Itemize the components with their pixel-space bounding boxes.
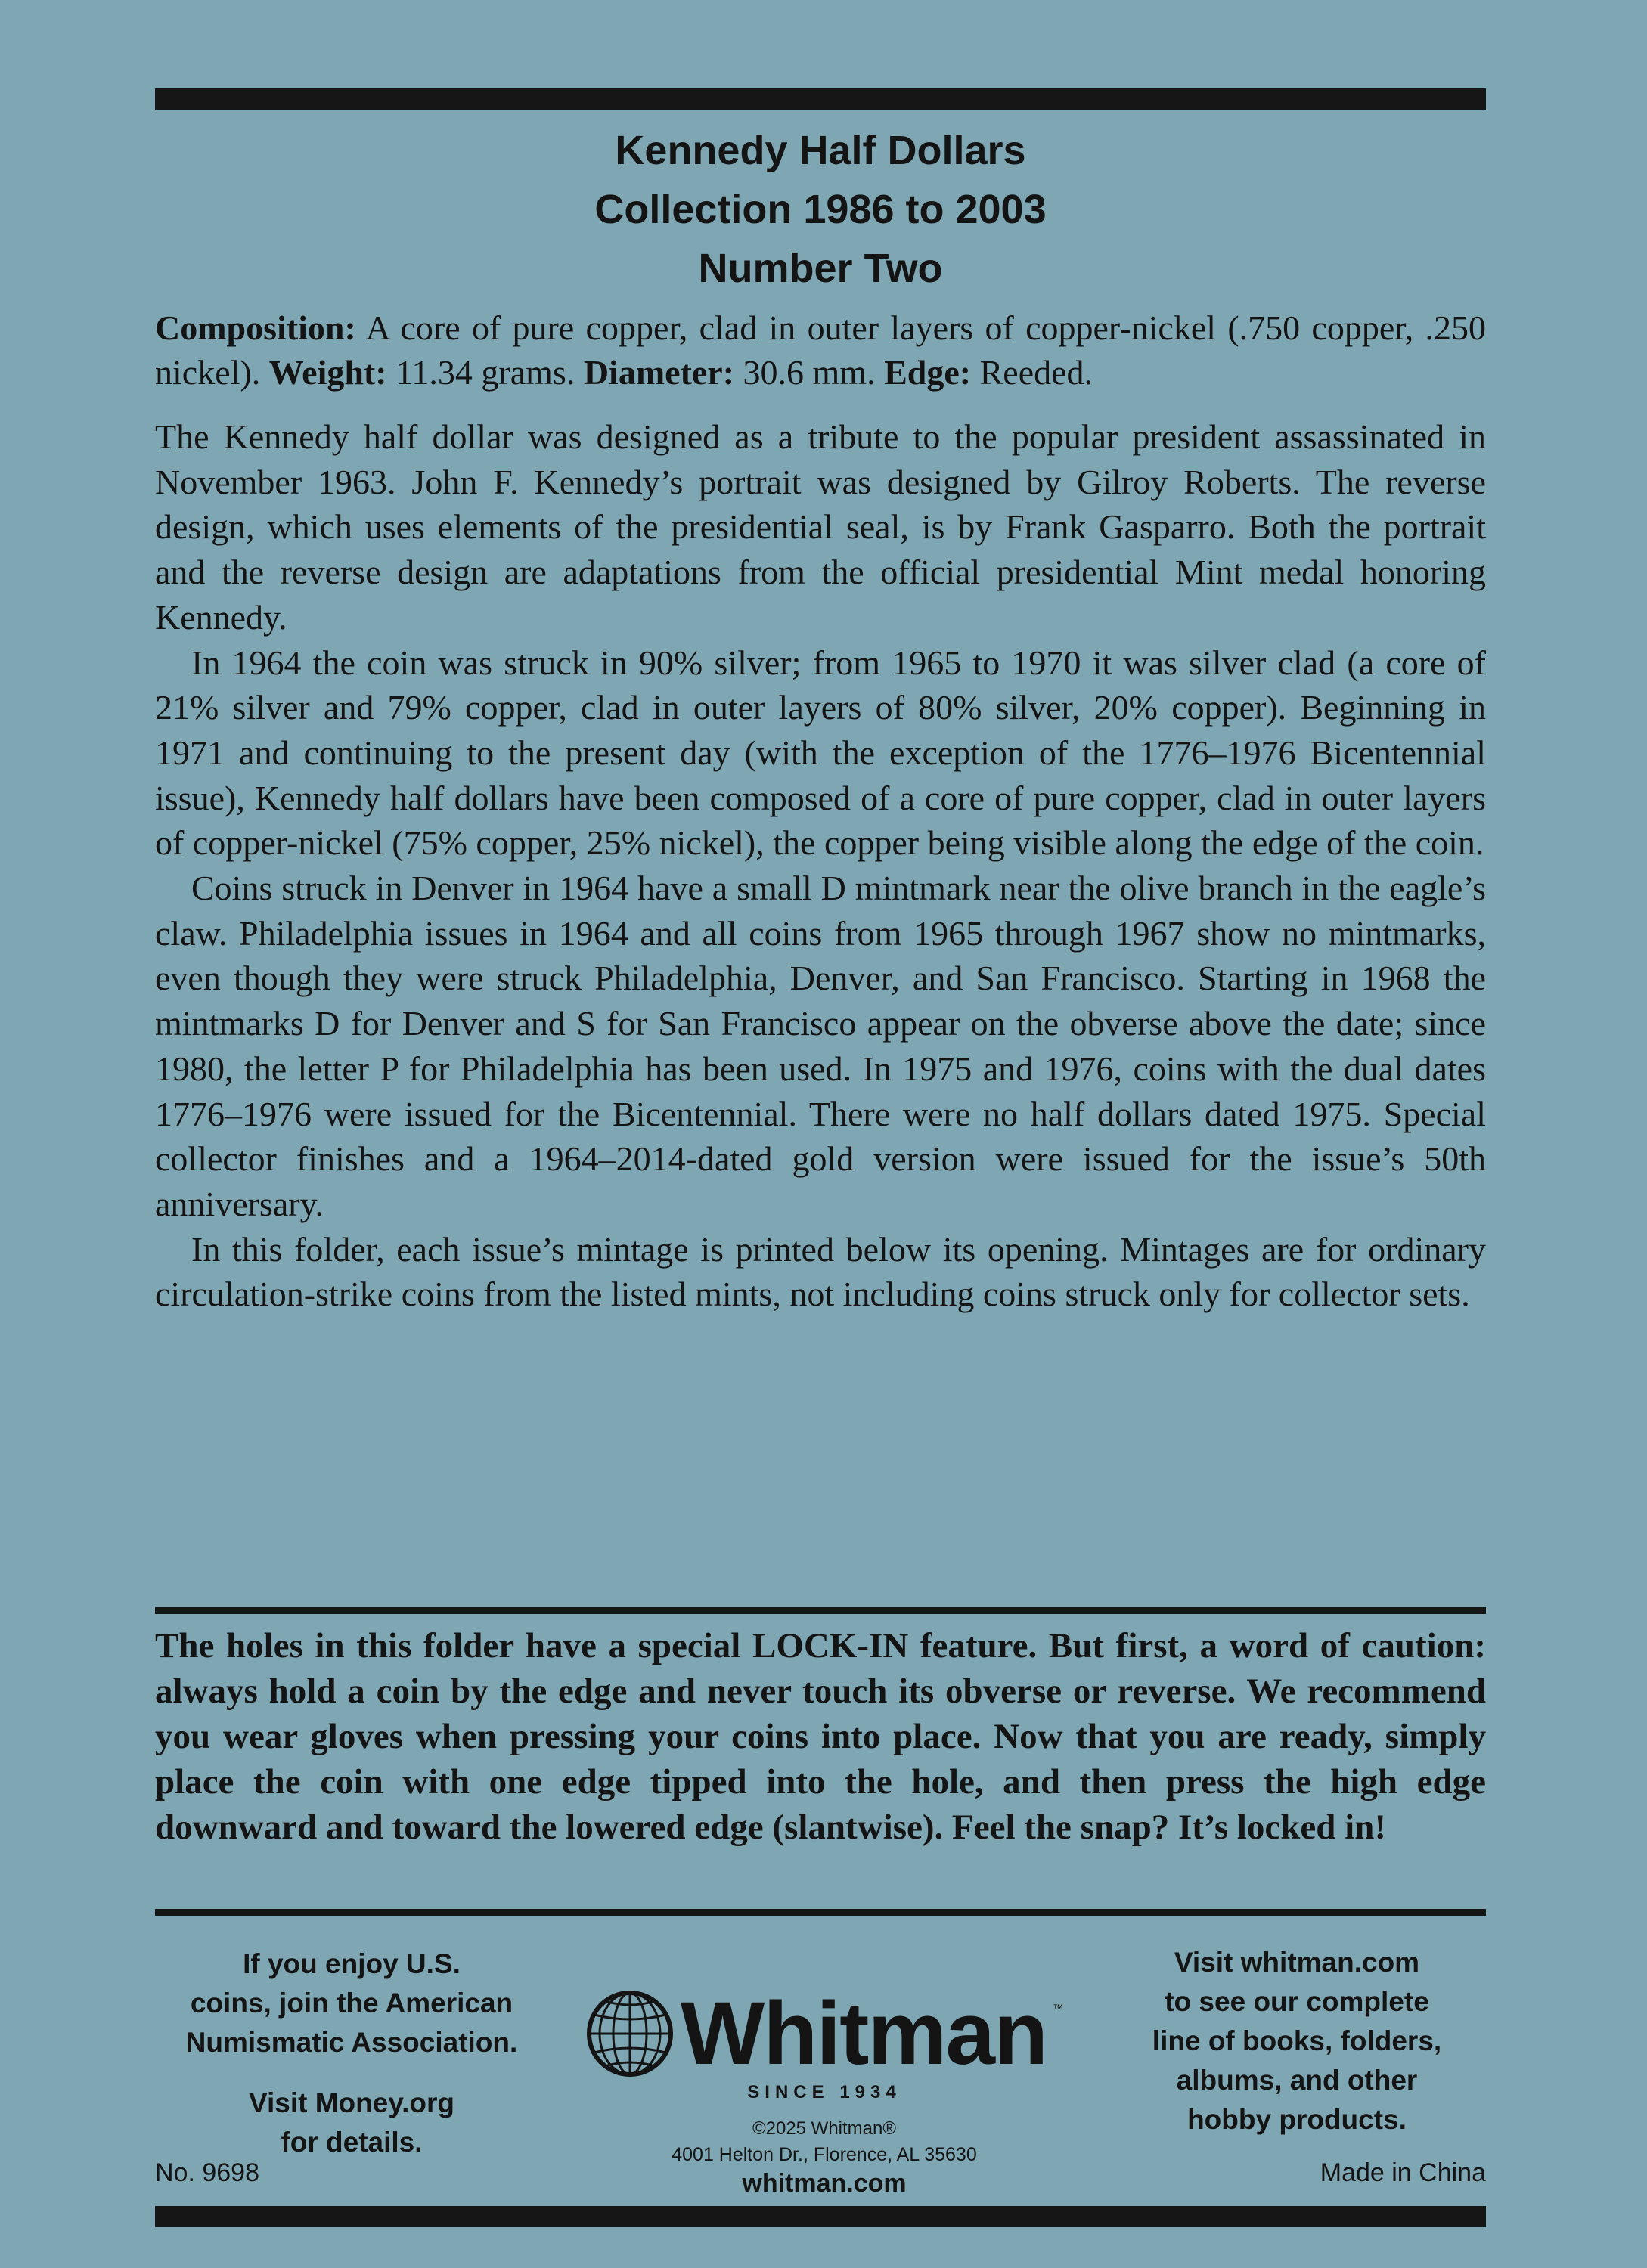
globe-icon [585, 1989, 675, 2078]
ana-promo-line: If you enjoy U.S. [243, 1948, 461, 1979]
ana-promo-line: for details. [281, 2127, 423, 2158]
whitman-promo-line: line of books, folders, [1152, 2025, 1442, 2056]
top-rule [155, 88, 1486, 110]
weight-value: 11.34 grams. [386, 353, 584, 392]
section-divider [155, 1909, 1486, 1916]
composition-value: A core of pure copper, clad in outer layers of copper-nickel (.750 copper, .250 nickel). [155, 308, 1486, 392]
bottom-rule [155, 2206, 1486, 2227]
weight-label: Weight: [268, 353, 387, 392]
title-line: Number Two [698, 246, 943, 291]
history-paragraph: The Kennedy half dollar was designed as a tribute to the popular president assassinated in November 1963. John F. Kennedy’s portrait was designed by Gilroy Roberts. The reverse design, which uses elements of the presidential seal, is by Frank Gasparro. Both the portrait and the reverse design are adaptations from the official presidential Mint medal honoring Kennedy. [155, 417, 1486, 637]
composition-label: Composition: [155, 308, 356, 347]
publisher-website: whitman.com [742, 2169, 907, 2198]
whitman-promo-line: Visit whitman.com [1174, 1947, 1420, 1978]
whitman-promo [1108, 1943, 1486, 2139]
diameter-label: Diameter: [583, 353, 735, 392]
ana-promo-line: Numismatic Association. [185, 2027, 518, 2058]
history-text [155, 414, 1486, 1317]
history-paragraph: In this folder, each issue’s mintage is printed below its opening. Mintages are for ordinary circulation-strike coins from the listed mints, not including coins struck only for collector sets. [155, 1229, 1486, 1314]
diameter-value: 30.6 mm. [734, 353, 885, 392]
country-of-origin: Made in China [1320, 2158, 1486, 2187]
edge-value: Reeded. [971, 353, 1093, 392]
since-tagline: SINCE 1934 [747, 2082, 901, 2102]
whitman-promo-line: to see our complete [1165, 1986, 1429, 2017]
lock-in-instructions: The holes in this folder have a special LOCK-IN feature. But first, a word of caution: always hold a coin by the edge and never touch its obverse or reverse. We recommend you wear gloves when pressing your coins into place. Now that you are ready, simply place the coin with one edge tipped into the hole, and then press the high edge downward and toward the lowered edge (slantwise). Feel the snap? It’s locked in! [155, 1626, 1486, 1847]
spacer [151, 2062, 552, 2084]
whitman-promo-line: albums, and other [1176, 2065, 1418, 2096]
edge-label: Edge: [884, 353, 972, 392]
whitman-promo-line: hobby products. [1187, 2104, 1407, 2135]
title-line: Kennedy Half Dollars [615, 128, 1026, 173]
publisher-block [582, 1981, 1066, 2198]
history-paragraph: Coins struck in Denver in 1964 have a small D mintmark near the olive branch in the eagle’s claw. Philadelphia issues in 1964 and all coins from 1965 through 1967 show no mintmarks, even though they were struck Philadelphia, Denver, and San Francisco. Starting in 1968 the mintmarks D for Denver and S for San Francisco appear on the obverse above the date; since 1980, the letter P for Philadelphia has been used. In 1975 and 1976, coins with the dual dates 1776–1976 were issued for the Bicentennial. There were no half dollars dated 1975. Special collector finishes and a 1964–2014-dated gold version were issued for the issue’s 50th anniversary. [155, 869, 1486, 1223]
logo-wordmark: Whitman [680, 1984, 1047, 2084]
copyright-notice: ©2025 Whitman® [752, 2118, 897, 2139]
ana-promo [151, 1944, 552, 2162]
composition-specs [155, 305, 1486, 395]
ana-promo-line: coins, join the American [190, 1988, 513, 2019]
publisher-address: 4001 Helton Dr., Florence, AL 35630 [672, 2144, 977, 2165]
ana-promo-line: Visit Money.org [248, 2087, 455, 2118]
trademark-symbol: ™ [1053, 2002, 1064, 2014]
history-paragraph: In 1964 the coin was struck in 90% silver; from 1965 to 1970 it was silver clad (a core of 21% silver and 79% copper, clad in outer layers of 80% silver, 20% copper). Beginning in 1971 and continuing to the present day (with the exception of the 1776–1976 Bicentennial issue), Kennedy half dollars have been composed of a core of pure copper, clad in outer layers of copper-nickel (75% copper, 25% nickel), the copper being visible along the edge of the coin. [155, 643, 1486, 863]
whitman-logo [582, 1981, 1066, 2087]
item-number: No. 9698 [155, 2158, 259, 2187]
page-title [155, 121, 1486, 298]
title-line: Collection 1986 to 2003 [594, 187, 1047, 232]
section-divider [155, 1607, 1486, 1614]
